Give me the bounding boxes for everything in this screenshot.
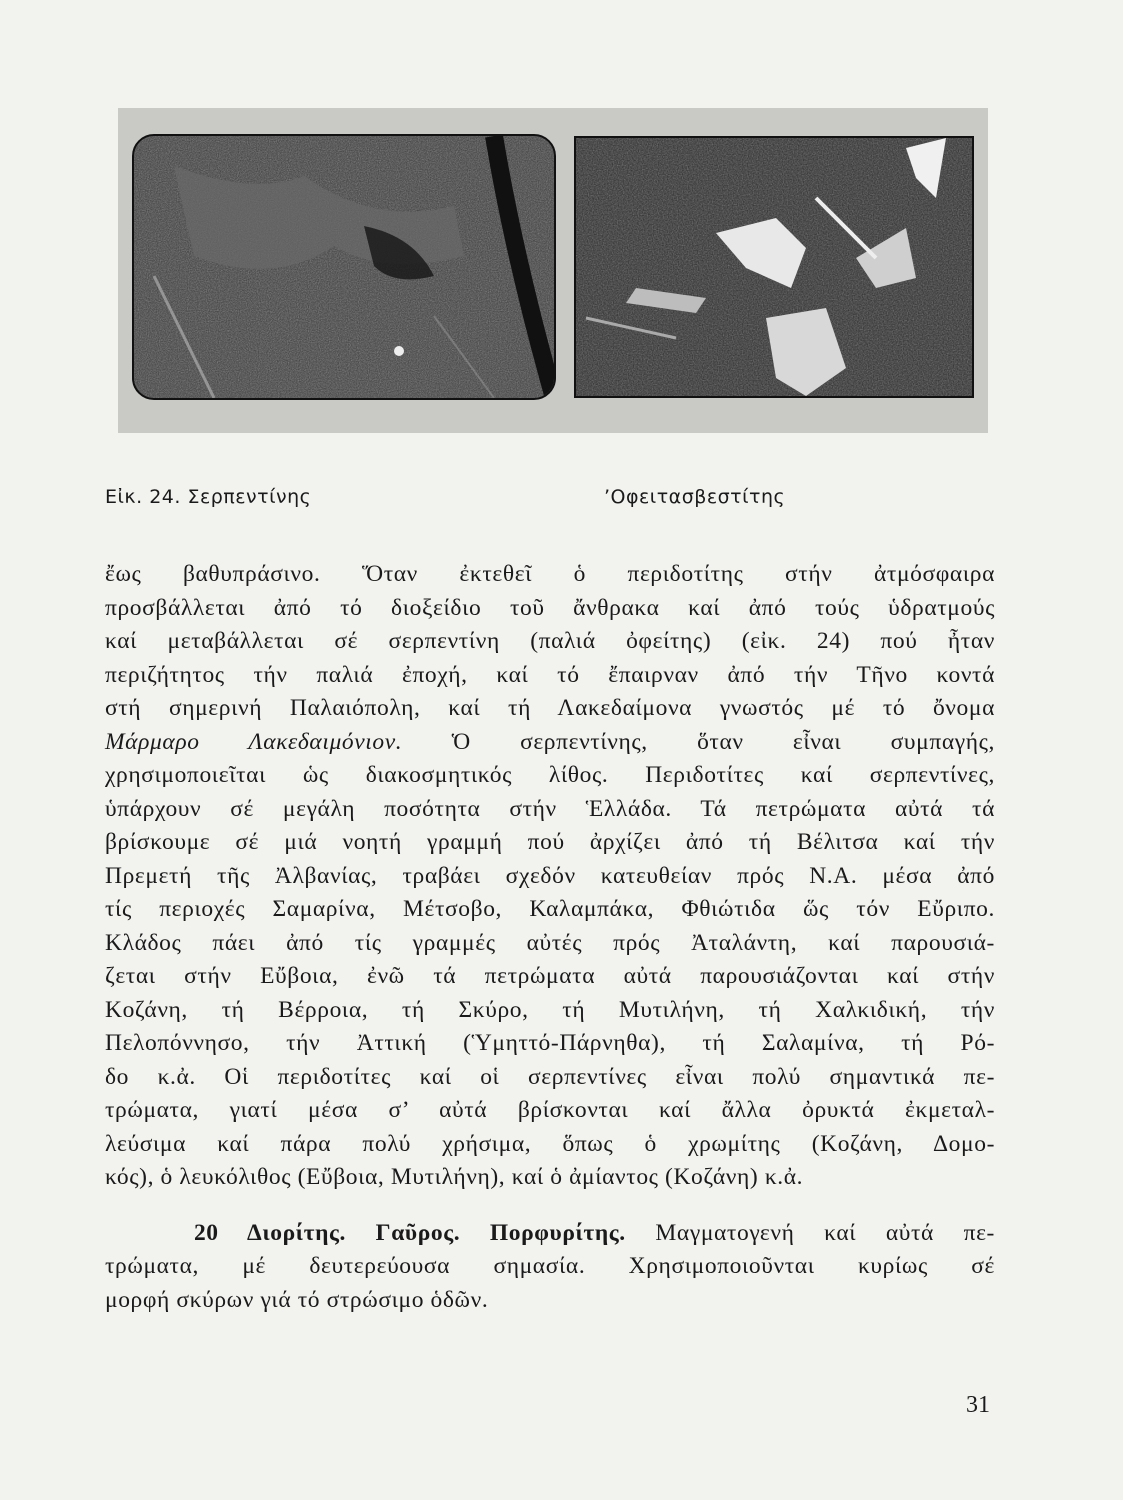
text-line: ζεται στήν Εὔβοια, ἐνῶ τά πετρώματα αὐτά παρουσιάζονται καί στήν [105,963,995,989]
text-line: Κοζάνη, τή Βέρροια, τή Σκύρο, τή Μυτιλήνη, τή Χαλκιδική, τήν [105,996,995,1023]
text-line: Πελοπόννησο, τήν Ἀττική (Ὑμηττό-Πάρνηθα), τή Σαλαμίνα, τή Ρό- [105,1030,995,1056]
ophicalcite-photo [574,136,974,398]
figure-caption-left: Εἰκ. 24. Σερπεντίνης [105,486,312,508]
text-line: καί μεταβάλλεται σέ σερπεντίνη (παλιά ὀφείτης) (εἰκ. 24) πού ἦταν [105,628,995,654]
text-line: τρώματα, μέ δευτερεύουσα σημασία. Χρησιμοποιοῦνται κυρίως σέ [105,1253,995,1279]
section-heading: 20 Διορίτης. Γαῦρος. Πορφυρίτης. [193,1219,626,1246]
text-line [105,1217,995,1251]
marble-name: Μάρμαρο Λακεδαιμόνιον. [105,728,403,755]
text-line: χρησιμοποιεῖται ὡς διακοσμητικός λίθος. Περιδοτίτες καί σερπεντίνες, [105,762,995,788]
text-line: δο κ.ἀ. Οἱ περιδοτίτες καί οἱ σερπεντίνες εἶναι πολύ σημαντικά πε- [105,1063,995,1090]
page-number: 31 [966,1392,990,1418]
text-line: Πρεμετή τῆς Ἀλβανίας, τραβάει σχεδόν κατευθείαν πρός Ν.Α. μέσα ἀπό [105,862,995,889]
text-line [105,726,995,760]
text-segment: Μαγματογενή καί αὐτά πε- [625,1219,995,1246]
text-line: βρίσκουμε σέ μιά νοητή γραμμή πού ἀρχίζει ἀπό τή Βέλιτσα καί τήν [105,829,995,855]
serpentine-photo [132,134,556,400]
text-line: στή σημερινή Παλαιόπολη, καί τή Λακεδαίμονα γνωστός μέ τό ὄνομα [105,695,995,721]
figure-caption-right: ’Οφειτασβεστίτης [604,486,786,508]
body-text [105,558,995,1317]
text-segment: Ὁ σερπεντίνης, ὅταν εἶναι συμπαγής, [402,728,995,755]
text-line: ὑπάρχουν σέ μεγάλη ποσότητα στήν Ἑλλάδα. Τά πετρώματα αὐτά τά [105,795,995,822]
text-line: ἔως βαθυπράσινο. Ὅταν ἐκτεθεῖ ὁ περιδοτίτης στήν ἀτμόσφαιρα [105,561,995,587]
text-line: περιζήτητος τήν παλιά ἐποχή, καί τό ἔπαιρναν ἀπό τήν Τῆνο κοντά [105,661,995,688]
text-line: Κλάδος πάει ἀπό τίς γραμμές αὐτές πρός Ἀταλάντη, καί παρουσιά- [105,929,995,956]
paragraph-diorite [105,1217,995,1318]
text-line: κός), ὁ λευκόλιθος (Εὔβοια, Μυτιλήνη), καί ὁ ἀμίαντος (Κοζάνη) κ.ἀ. [105,1164,804,1190]
text-line: λεύσιμα καί πάρα πολύ χρήσιμα, ὅπως ὁ χρωμίτης (Κοζάνη, Δομο- [105,1130,995,1157]
text-line: τρώματα, γιατί μέσα σ’ αὐτά βρίσκονται καί ἄλλα ὀρυκτά ἐκμεταλ- [105,1097,995,1123]
text-line: προσβάλλεται ἀπό τό διοξείδιο τοῦ ἄνθρακα καί ἀπό τούς ὑδρατμούς [105,594,995,621]
text-line: τίς περιοχές Σαμαρίνα, Μέτσοβο, Καλαμπάκα, Φθιώτιδα ὥς τόν Εὔριπο. [105,896,995,922]
paragraph-serpentine [105,558,995,1195]
text-line: μορφή σκύρων γιά τό στρώσιμο ὁδῶν. [105,1286,489,1313]
